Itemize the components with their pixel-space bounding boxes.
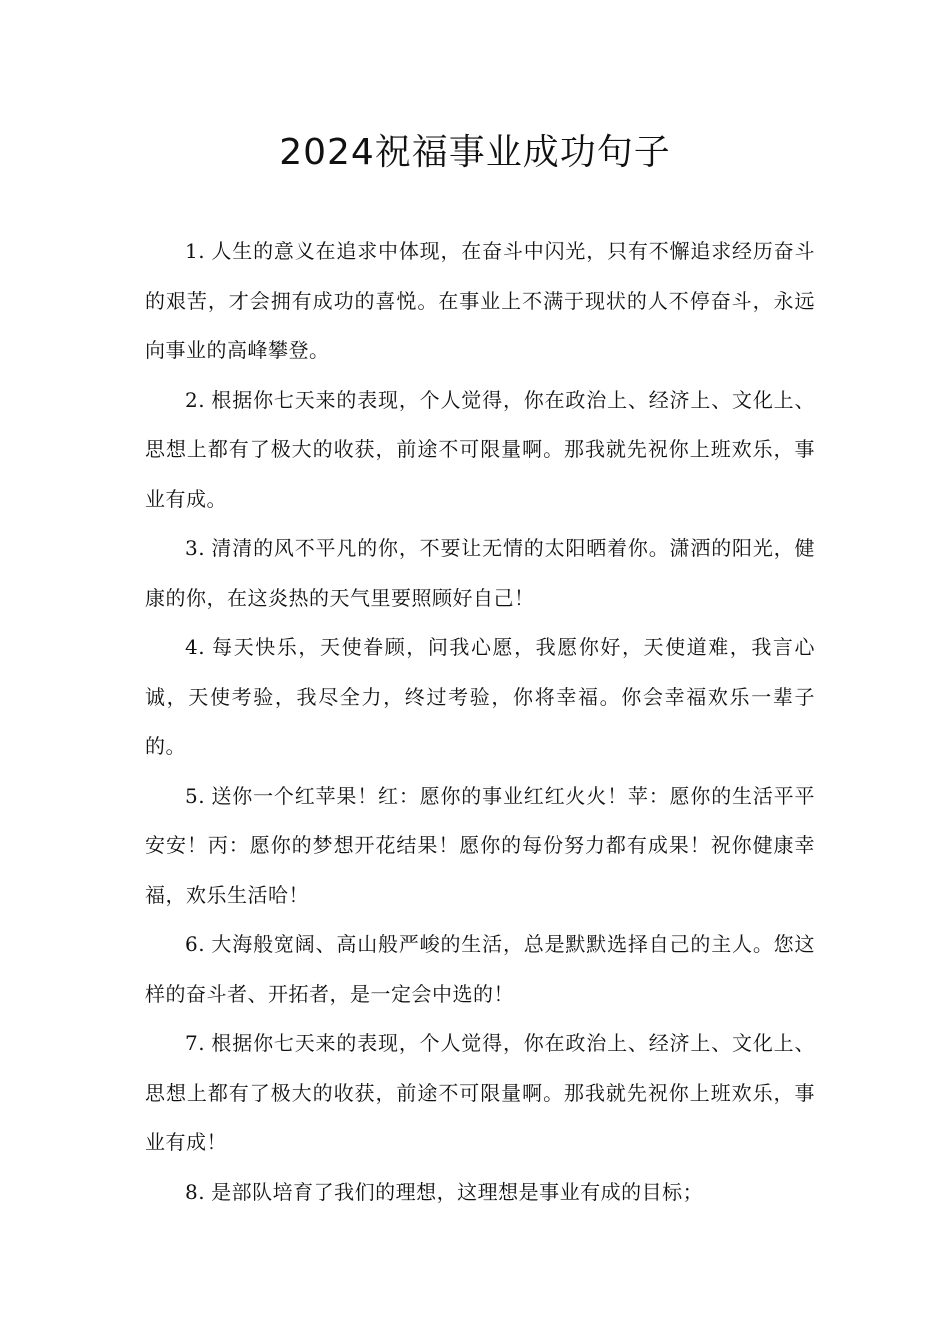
paragraph-2 xyxy=(145,376,815,525)
paragraph-8 xyxy=(145,1168,815,1218)
paragraph-number: 2. xyxy=(185,387,206,412)
paragraph-number: 8. xyxy=(185,1179,206,1204)
paragraph-text: 大海般宽阔、高山般严峻的生活，总是默默选择自己的主人。您这样的奋斗者、开拓者，是一定会中选的！ xyxy=(145,932,815,1006)
paragraph-6 xyxy=(145,920,815,1019)
paragraph-number: 7. xyxy=(185,1031,206,1055)
paragraph-text: 每天快乐，天使眷顾，问我心愿，我愿你好，天使道难，我言心诚，天使考验，我尽全力，终过考验，你将幸福。你会幸福欢乐一辈子的。 xyxy=(145,635,815,758)
paragraph-text: 送你一个红苹果！红：愿你的事业红红火火！苹：愿你的生活平平安安！丙：愿你的梦想开花结果！愿你的每份努力都有成果！祝你健康幸福，欢乐生活哈！ xyxy=(145,783,815,907)
paragraph-number: 3. xyxy=(185,536,206,560)
paragraph-number: 5. xyxy=(185,783,206,808)
document-body xyxy=(145,227,815,1217)
paragraph-text: 清清的风不平凡的你，不要让无情的太阳晒着你。潇洒的阳光，健康的你，在这炎热的天气里要照顾好自己！ xyxy=(145,536,815,610)
paragraph-text: 是部队培育了我们的理想，这理想是事业有成的目标； xyxy=(211,1179,704,1204)
paragraph-5 xyxy=(145,772,815,921)
paragraph-number: 4. xyxy=(185,635,206,659)
paragraph-number: 1. xyxy=(185,239,206,263)
paragraph-1 xyxy=(145,227,815,376)
paragraph-text: 根据你七天来的表现，个人觉得，你在政治上、经济上、文化上、思想上都有了极大的收获，前途不可限量啊。那我就先祝你上班欢乐，事业有成！ xyxy=(145,1031,815,1154)
paragraph-3 xyxy=(145,524,815,623)
paragraph-text: 根据你七天来的表现，个人觉得，你在政治上、经济上、文化上、思想上都有了极大的收获，前途不可限量啊。那我就先祝你上班欢乐，事业有成。 xyxy=(145,387,815,511)
paragraph-4 xyxy=(145,623,815,772)
paragraph-number: 6. xyxy=(185,932,206,956)
paragraph-text: 人生的意义在追求中体现，在奋斗中闪光，只有不懈追求经历奋斗的艰苦，才会拥有成功的喜悦。在事业上不满于现状的人不停奋斗，永远向事业的高峰攀登。 xyxy=(145,239,815,362)
document-title: 2024祝福事业成功句子 xyxy=(279,132,671,173)
paragraph-7 xyxy=(145,1019,815,1168)
